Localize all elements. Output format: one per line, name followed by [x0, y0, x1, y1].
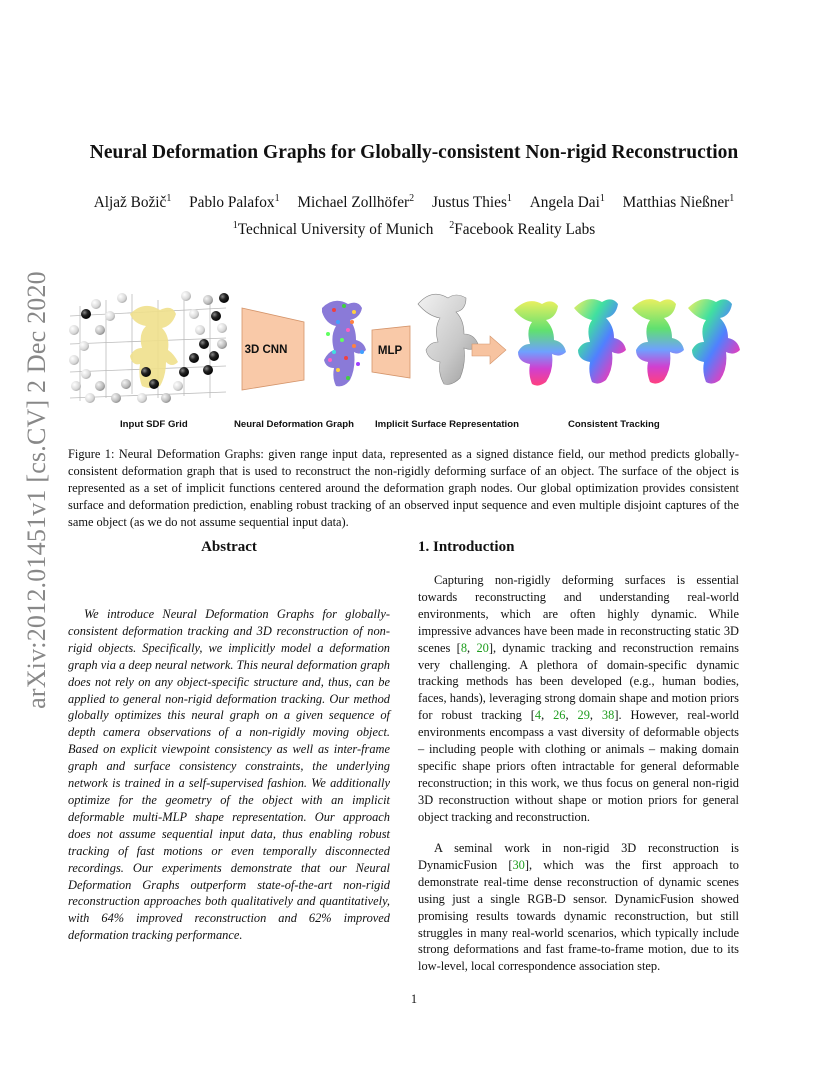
page-number: 1 — [410, 992, 418, 1006]
mlp-label: MLP — [377, 345, 403, 357]
introduction-heading: 1. Introduction — [418, 539, 515, 555]
author: Pablo Palafox$^1$ — [189, 193, 280, 211]
teaser-figure — [66, 286, 756, 436]
label-neural-deformation-graph: Neural Deformation Graph — [234, 419, 354, 430]
implicit-surface-illustration — [418, 294, 478, 384]
paper-title: Neural Deformation Graphs for Globally-consistent Non-rigid Reconstruction — [89, 142, 739, 163]
intro-paragraph: A seminal work in non-rigid 3D reconstruction is DynamicFusion [30], which was the first approach to demonstrate real-time dense reconstruction of dynamic scenes using just a single RGB-D sensor. DynamicFusion showed promising results towards dynamic reconstruction, but still struggles in many real-world scenarios, which typically include strong deformations and fast frame-to-frame motion, due to its low-level, local correspondence association step. — [418, 841, 739, 974]
mlp-block — [372, 326, 410, 378]
cnn-label: 3D CNN — [244, 344, 288, 356]
author: Matthias Nießner$^1$ — [622, 193, 735, 211]
deformation-graph-illustration — [322, 301, 366, 387]
citation-link[interactable]: 20 — [476, 640, 489, 655]
abstract-heading: Abstract — [201, 539, 257, 555]
citation-link[interactable]: 26 — [553, 708, 566, 723]
figure-caption: Figure 1: Neural Deformation Graphs: given range input data, represented as a signed distance field, our method predicts globally-consistent deformation graph that is used to reconstruct the non-rigidly deforming surface of an object. The surface of the object is represented as a set of implicit functions centered around the deformation graph nodes. Our global optimization provides consistent surface and deformation prediction, enabling robust tracking of an observed input sequence and even multiple disjoint captures of the same object (as we do not assume sequential input data). — [68, 447, 739, 529]
author-list — [0, 193, 828, 212]
label-input-sdf-grid: Input SDF Grid — [120, 419, 188, 430]
citation-link[interactable]: 29 — [577, 708, 590, 723]
citation-link[interactable]: 4 — [534, 708, 542, 723]
affiliation: $^2$Facebook Reality Labs — [449, 220, 596, 238]
arxiv-stamp — [22, 271, 52, 709]
affiliation-list — [0, 220, 828, 239]
abstract-body: We introduce Neural Deformation Graphs for globally-consistent deformation tracking and 3D reconstruction of non-rigid objects. Specifically, we implicitly model a deformation graph via a deep neural network. This neural deformation graph does not rely on any object-specific structure and, thus, can be applied to general non-rigid deformation tracking. Our method globally optimizes this neural graph on a given sequence of depth camera observations of a non-rigidly moving object. Based on explicit viewpoint consistency as well as inter-frame graph and surface consistency constraints, the underlying network is trained in a self-supervised fashion. We additionally optimize for the geometry of the object with an implicit deformable multi-MLP shape representation. Our approach does not assume sequential input data, thus enabling robust tracking of fast motions or even temporally disconnected recordings. Our experiments demonstrate that our Neural Deformation Graphs outperform state-of-the-art non-rigid reconstruction approaches both qualitatively and quantitatively, with 64% improved reconstruction and 62% improved deformation tracking performance. — [68, 607, 390, 943]
citation-link[interactable]: 30 — [512, 857, 525, 872]
cnn-block — [242, 308, 304, 390]
author: Aljaž Božič$^1$ — [93, 193, 172, 211]
label-implicit-surface: Implicit Surface Representation — [375, 419, 519, 430]
citation-link[interactable]: 38 — [601, 708, 615, 723]
intro-paragraph: Capturing non-rigidly deforming surfaces is essential towards reconstructing and understanding real-world environments, which are often highly dynamic. While impressive advances have been made in reconstructing static 3D scenes [8, 20], dynamic tracking and reconstruction remains very challenging. A plethora of domain-specific dynamic tracking methods has been developed (e.g., human bodies, faces, hands), leveraging strong domain shape and motion priors for robust tracking [4, 26, 29, 38]. However, real-world environments encompass a vast diversity of deformable objects – including people with clothing or animals – making domain specific shape priors often intractable for general deformable reconstruction; in this work, we thus focus on general non-rigid 3D reconstruction without shape or motion priors for general object tracking and reconstruction. — [418, 573, 740, 824]
author: Michael Zollhöfer$^2$ — [297, 193, 415, 211]
label-consistent-tracking: Consistent Tracking — [568, 419, 660, 430]
author: Justus Thies$^1$ — [431, 193, 512, 211]
sdf-grid-illustration — [69, 291, 229, 403]
tracking-illustration — [514, 299, 740, 386]
citation-link[interactable]: 8 — [460, 640, 468, 655]
author: Angela Dai$^1$ — [529, 193, 605, 211]
arrow-icon — [472, 336, 506, 364]
arxiv-id: arXiv:2012.01451v1 [cs.CV] 2 Dec 2020 — [22, 271, 51, 709]
affiliation: $^1$Technical University of Munich — [232, 220, 434, 238]
